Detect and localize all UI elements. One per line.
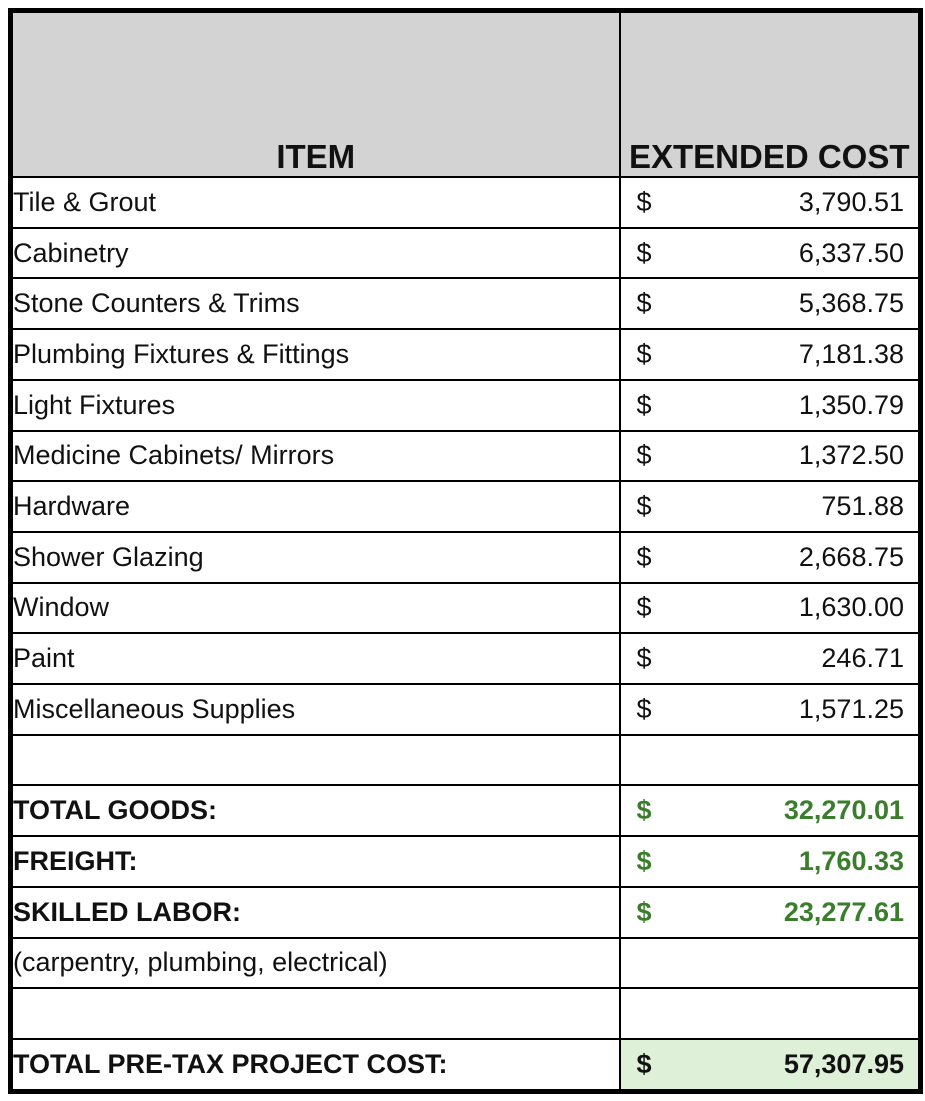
labor-note-row	[11, 938, 921, 989]
summary-label: FREIGHT:	[11, 836, 620, 887]
currency-symbol: $	[636, 338, 652, 369]
currency-symbol: $	[636, 491, 652, 522]
item-label: Tile & Grout	[11, 177, 620, 228]
extended-cost-column-header: EXTENDED COST	[620, 11, 921, 178]
item-label: Paint	[11, 633, 620, 684]
table-row	[11, 278, 921, 329]
item-column-header: ITEM	[11, 11, 620, 178]
item-label: Hardware	[11, 481, 620, 532]
table-row	[11, 532, 921, 583]
item-label: Light Fixtures	[11, 380, 620, 431]
item-amount: 751.88	[821, 491, 904, 522]
item-label: Medicine Cabinets/ Mirrors	[11, 431, 620, 482]
item-amount: 246.71	[821, 643, 904, 674]
table-row	[11, 380, 921, 431]
item-label: Shower Glazing	[11, 532, 620, 583]
item-label: Miscellaneous Supplies	[11, 684, 620, 735]
item-amount: 3,790.51	[798, 186, 904, 217]
item-label: Window	[11, 583, 620, 634]
table-row	[11, 583, 921, 634]
item-label: Cabinetry	[11, 228, 620, 279]
labor-note: (carpentry, plumbing, electrical)	[11, 938, 620, 989]
table-row	[11, 684, 921, 735]
summary-amount: 1,760.33	[798, 845, 904, 876]
table-row	[11, 431, 921, 482]
summary-amount: 32,270.01	[783, 795, 904, 826]
item-amount: 2,668.75	[798, 541, 904, 572]
currency-symbol: $	[636, 795, 652, 826]
summary-row-total-goods	[11, 785, 921, 836]
currency-symbol: $	[636, 237, 652, 268]
item-amount: 1,630.00	[798, 592, 904, 623]
table-row	[11, 329, 921, 380]
blank-row	[11, 988, 921, 1039]
item-amount: 6,337.50	[798, 237, 904, 268]
header-row	[11, 11, 921, 178]
currency-symbol: $	[636, 845, 652, 876]
currency-symbol: $	[636, 440, 652, 471]
summary-amount: 23,277.61	[783, 896, 904, 927]
cost-table	[8, 8, 923, 1094]
item-label: Plumbing Fixtures & Fittings	[11, 329, 620, 380]
item-amount: 7,181.38	[798, 338, 904, 369]
currency-symbol: $	[636, 186, 652, 217]
currency-symbol: $	[636, 389, 652, 420]
blank-row	[11, 735, 921, 786]
currency-symbol: $	[636, 896, 652, 927]
item-amount: 1,571.25	[798, 693, 904, 724]
table-row	[11, 481, 921, 532]
summary-row-skilled-labor	[11, 887, 921, 938]
item-label: Stone Counters & Trims	[11, 278, 620, 329]
item-amount: 5,368.75	[798, 288, 904, 319]
summary-row-freight	[11, 836, 921, 887]
item-amount: 1,350.79	[798, 389, 904, 420]
grand-total-label: TOTAL PRE-TAX PROJECT COST:	[11, 1039, 620, 1092]
grand-total-row	[11, 1039, 921, 1092]
currency-symbol: $	[636, 288, 652, 319]
currency-symbol: $	[636, 693, 652, 724]
currency-symbol: $	[636, 541, 652, 572]
currency-symbol: $	[636, 1048, 652, 1079]
table-row	[11, 633, 921, 684]
summary-label: SKILLED LABOR:	[11, 887, 620, 938]
grand-total-amount: 57,307.95	[783, 1048, 904, 1079]
table-row	[11, 228, 921, 279]
table-row	[11, 177, 921, 228]
summary-label: TOTAL GOODS:	[11, 785, 620, 836]
currency-symbol: $	[636, 592, 652, 623]
item-amount: 1,372.50	[798, 440, 904, 471]
currency-symbol: $	[636, 643, 652, 674]
